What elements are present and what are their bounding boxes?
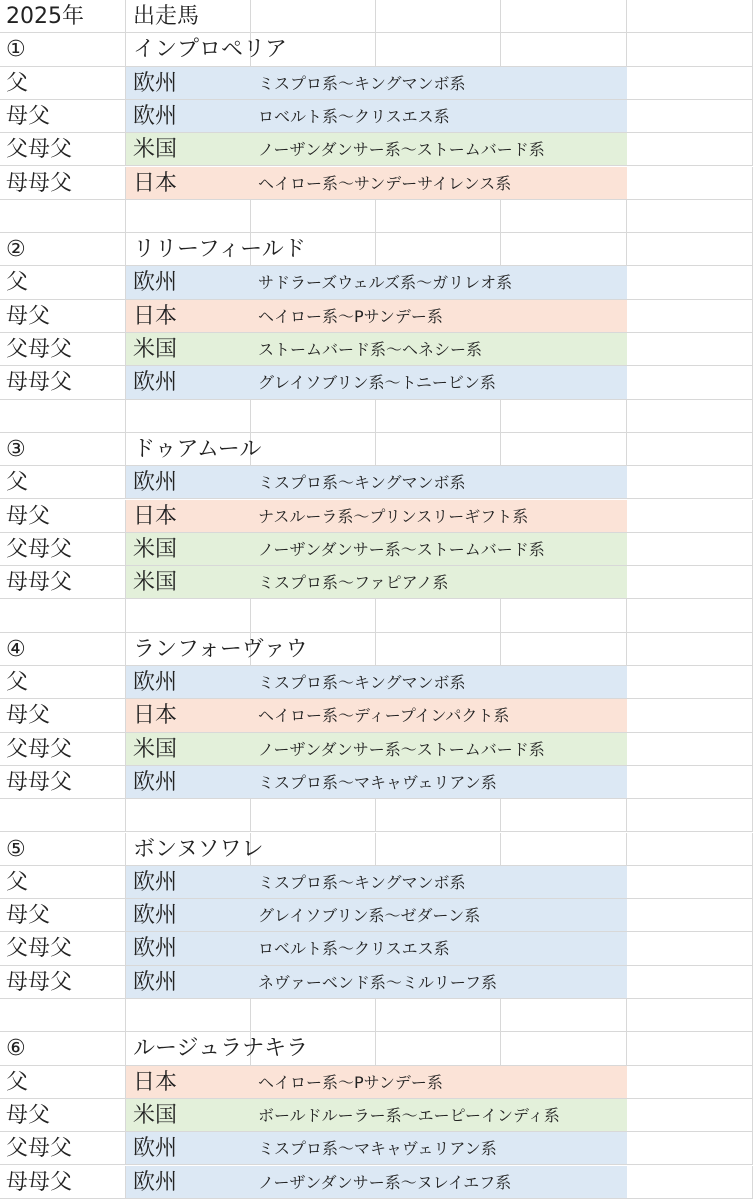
bloodline-row (0, 1066, 753, 1099)
grid-cell[interactable] (376, 0, 501, 33)
grid-cell[interactable] (627, 366, 753, 399)
grid-cell[interactable] (126, 799, 251, 832)
grid-cell[interactable] (627, 67, 753, 100)
horse-name-row (0, 833, 753, 866)
bloodline-role: 父母父 (6, 137, 73, 163)
grid-cell[interactable] (251, 400, 376, 433)
grid-cell[interactable] (627, 266, 753, 299)
bloodline-row (0, 899, 753, 932)
region-label: 日本 (133, 703, 178, 729)
grid-cell[interactable] (501, 1032, 627, 1065)
grid-cell[interactable] (627, 866, 753, 899)
bloodline-row (0, 333, 753, 366)
grid-cell[interactable] (627, 899, 753, 932)
grid-cell[interactable] (376, 433, 501, 466)
bloodline-row (0, 133, 753, 166)
bloodline-role: 母父 (6, 303, 51, 329)
bloodline-role: 父母父 (6, 536, 73, 562)
grid-cell[interactable] (627, 1032, 753, 1065)
grid-cell[interactable] (627, 833, 753, 866)
region-label: 欧州 (133, 903, 178, 929)
grid-cell[interactable] (627, 300, 753, 333)
lineage-text: ミスプロ系～キングマンボ系 (258, 473, 466, 493)
grid-cell[interactable] (376, 799, 501, 832)
header-title: 出走馬 (133, 4, 200, 29)
lineage-text: ヘイロー系～Pサンデー系 (258, 1072, 443, 1092)
grid-cell[interactable] (627, 33, 753, 66)
lineage-text: ストームバード系～ヘネシー系 (258, 340, 483, 359)
lineage-text: ミスプロ系～マキャヴェリアン系 (258, 772, 497, 792)
grid-cell[interactable] (376, 33, 501, 66)
grid-cell[interactable] (376, 400, 501, 433)
lineage-text: ヘイロー系～Pサンデー系 (258, 306, 443, 326)
grid-cell[interactable] (627, 0, 753, 33)
grid-cell[interactable] (501, 833, 627, 866)
grid-cell[interactable] (251, 599, 376, 632)
bloodline-role: 父母父 (6, 1136, 73, 1162)
grid-cell[interactable] (0, 599, 126, 632)
horse-number: ⑤ (6, 836, 26, 862)
bloodline-row (0, 766, 753, 799)
horse-name: ルージュラナキラ (133, 1036, 309, 1062)
region-label: 米国 (133, 337, 178, 362)
bloodline-role: 父母父 (6, 736, 73, 762)
grid-cell[interactable] (627, 133, 753, 166)
grid-cell[interactable] (126, 400, 251, 433)
grid-cell[interactable] (501, 200, 627, 233)
grid-cell[interactable] (627, 400, 753, 433)
region-label: 欧州 (133, 470, 178, 496)
spacer-row (0, 599, 753, 632)
year-label: 2025年 (6, 4, 84, 29)
bloodline-role: 父 (6, 470, 29, 496)
grid-cell[interactable] (0, 200, 126, 233)
lineage-text: ノーザンダンサー系～ヌレイエフ系 (258, 1172, 512, 1192)
grid-cell[interactable] (627, 533, 753, 566)
bloodline-row (0, 466, 753, 499)
bloodline-row (0, 699, 753, 732)
bloodline-row (0, 266, 753, 299)
bloodline-role: 母父 (6, 1102, 51, 1128)
region-label: 米国 (133, 570, 178, 596)
lineage-text: ヘイロー系～ディープインパクト系 (258, 706, 510, 726)
grid-cell[interactable] (251, 200, 376, 233)
region-label: 欧州 (133, 869, 178, 895)
grid-cell[interactable] (627, 966, 753, 999)
grid-cell[interactable] (376, 233, 501, 266)
horse-number: ① (6, 37, 26, 63)
lineage-text: ネヴァーベンド系～ミルリーフ系 (258, 972, 498, 992)
grid-cell[interactable] (627, 666, 753, 699)
bloodline-role: 母母父 (6, 170, 73, 196)
bloodline-row (0, 566, 753, 599)
region-label: 米国 (133, 536, 178, 562)
lineage-text: ノーザンダンサー系～ストームバード系 (258, 539, 545, 559)
grid-cell[interactable] (627, 699, 753, 732)
horse-name-row (0, 233, 753, 266)
region-label: 欧州 (133, 70, 178, 96)
grid-cell[interactable] (627, 1066, 753, 1099)
bloodline-row (0, 1132, 753, 1165)
grid-cell[interactable] (627, 999, 753, 1032)
horse-name-row (0, 633, 753, 666)
bloodline-role: 父 (6, 270, 29, 296)
grid-cell[interactable] (627, 766, 753, 799)
grid-cell[interactable] (501, 599, 627, 632)
lineage-text: グレイソブリン系～トニービン系 (258, 373, 496, 393)
bloodline-role: 母父 (6, 503, 51, 529)
grid-cell[interactable] (126, 999, 251, 1032)
grid-cell[interactable] (627, 433, 753, 466)
region-label: 米国 (133, 137, 178, 163)
lineage-text: ナスルーラ系～プリンスリーギフト系 (258, 506, 529, 526)
spacer-row (0, 799, 753, 832)
horse-name-row (0, 33, 753, 66)
region-label: 日本 (133, 1069, 178, 1095)
grid-cell[interactable] (627, 100, 753, 133)
region-label: 欧州 (133, 969, 178, 995)
grid-cell[interactable] (251, 0, 376, 33)
grid-cell[interactable] (627, 233, 753, 266)
region-label: 欧州 (133, 769, 178, 795)
grid-cell[interactable] (0, 999, 126, 1032)
grid-cell[interactable] (627, 200, 753, 233)
grid-cell[interactable] (251, 999, 376, 1032)
bloodline-row (0, 366, 753, 399)
bloodline-role: 父 (6, 869, 29, 895)
lineage-text: ミスプロ系～キングマンボ系 (258, 673, 466, 692)
region-label: 欧州 (133, 270, 178, 296)
grid-cell[interactable] (627, 633, 753, 666)
region-label: 日本 (133, 170, 178, 196)
lineage-text: ノーザンダンサー系～ストームバード系 (258, 140, 545, 160)
grid-cell[interactable] (376, 200, 501, 233)
bloodline-row (0, 1099, 753, 1132)
lineage-text: ヘイロー系～サンデーサイレンス系 (258, 173, 512, 193)
bloodline-row (0, 533, 753, 566)
lineage-text: ミスプロ系～マキャヴェリアン系 (258, 1139, 497, 1159)
lineage-text: グレイソブリン系～ゼダーン系 (258, 906, 481, 926)
lineage-text: ミスプロ系～キングマンボ系 (258, 872, 466, 892)
region-label: 欧州 (133, 103, 178, 129)
bloodline-role: 母母父 (6, 1169, 73, 1195)
grid-cell[interactable] (627, 500, 753, 533)
bloodline-row (0, 932, 753, 965)
bloodline-row (0, 866, 753, 899)
grid-cell[interactable] (376, 633, 501, 666)
horse-name-row (0, 433, 753, 466)
grid-cell[interactable] (251, 433, 376, 466)
grid-cell[interactable] (501, 999, 627, 1032)
lineage-text: ロベルト系～クリスエス系 (258, 106, 450, 126)
bloodline-row (0, 966, 753, 999)
grid-cell[interactable] (251, 799, 376, 832)
horse-number: ③ (6, 436, 26, 462)
grid-cell[interactable] (126, 599, 251, 632)
horse-name: リリーフィールド (133, 237, 306, 263)
bloodline-row (0, 1166, 753, 1199)
horse-number: ④ (6, 636, 26, 662)
grid-cell[interactable] (376, 599, 501, 632)
bloodline-role: 母母父 (6, 769, 73, 795)
grid-cell[interactable] (627, 1166, 753, 1199)
region-label: 米国 (133, 1102, 178, 1128)
region-label: 欧州 (133, 370, 178, 396)
region-label: 日本 (133, 503, 178, 529)
grid-cell[interactable] (501, 433, 627, 466)
grid-cell[interactable] (501, 33, 627, 66)
bloodline-role: 母母父 (6, 969, 73, 995)
grid-cell[interactable] (501, 233, 627, 266)
grid-cell[interactable] (627, 566, 753, 599)
grid-cell[interactable] (0, 799, 126, 832)
region-label: 欧州 (133, 936, 178, 962)
horse-name: ボンヌソワレ (133, 836, 264, 862)
grid-cell[interactable] (627, 167, 753, 200)
bloodline-role: 父 (6, 1069, 29, 1095)
grid-cell[interactable] (376, 999, 501, 1032)
grid-cell[interactable] (501, 633, 627, 666)
lineage-text: ミスプロ系～ファピアノ系 (258, 573, 449, 593)
bloodline-row (0, 666, 753, 699)
grid-cell[interactable] (501, 799, 627, 832)
horse-number: ② (6, 237, 26, 263)
spacer-row (0, 999, 753, 1032)
horse-name-row (0, 1032, 753, 1065)
grid-cell[interactable] (627, 733, 753, 766)
bloodline-role: 父母父 (6, 936, 73, 962)
lineage-text: ロベルト系～クリスエス系 (258, 939, 450, 959)
horse-number: ⑥ (6, 1036, 26, 1062)
grid-cell[interactable] (627, 1132, 753, 1165)
horse-name: ランフォーヴァウ (133, 636, 308, 662)
grid-cell[interactable] (501, 0, 627, 33)
horse-name: インプロペリア (133, 37, 288, 63)
grid-cell[interactable] (251, 833, 376, 866)
bloodline-row (0, 167, 753, 200)
bloodline-role: 母父 (6, 703, 51, 729)
bloodline-row (0, 300, 753, 333)
grid-cell[interactable] (627, 599, 753, 632)
bloodline-row (0, 67, 753, 100)
bloodline-row (0, 733, 753, 766)
bloodline-role: 母父 (6, 903, 51, 929)
lineage-text: ボールドルーラー系～エーピーインディ系 (258, 1105, 560, 1125)
lineage-text: サドラーズウェルズ系～ガリレオ系 (258, 273, 513, 293)
grid-cell[interactable] (501, 400, 627, 433)
grid-cell[interactable] (627, 466, 753, 499)
horse-name: ドゥアムール (133, 436, 262, 462)
spacer-row (0, 200, 753, 233)
grid-cell[interactable] (126, 200, 251, 233)
lineage-text: ノーザンダンサー系～ストームバード系 (258, 739, 545, 759)
grid-cell[interactable] (627, 333, 753, 366)
region-label: 欧州 (133, 670, 178, 695)
bloodline-role: 父母父 (6, 337, 73, 362)
bloodline-role: 父 (6, 670, 29, 695)
grid-cell[interactable] (0, 400, 126, 433)
bloodline-role: 父 (6, 70, 29, 96)
region-label: 欧州 (133, 1136, 178, 1162)
grid-cell[interactable] (627, 932, 753, 965)
bloodline-row (0, 100, 753, 133)
grid-cell[interactable] (376, 1032, 501, 1065)
spacer-row (0, 400, 753, 433)
region-label: 米国 (133, 736, 178, 762)
bloodline-row (0, 500, 753, 533)
grid-cell[interactable] (627, 1099, 753, 1132)
bloodline-role: 母父 (6, 103, 51, 129)
bloodline-role: 母母父 (6, 570, 73, 596)
region-label: 日本 (133, 303, 178, 329)
grid-cell[interactable] (376, 833, 501, 866)
region-label: 欧州 (133, 1169, 178, 1195)
bloodline-role: 母母父 (6, 370, 73, 396)
grid-cell[interactable] (627, 799, 753, 832)
header-row (0, 0, 753, 33)
lineage-text: ミスプロ系～キングマンボ系 (258, 73, 466, 93)
